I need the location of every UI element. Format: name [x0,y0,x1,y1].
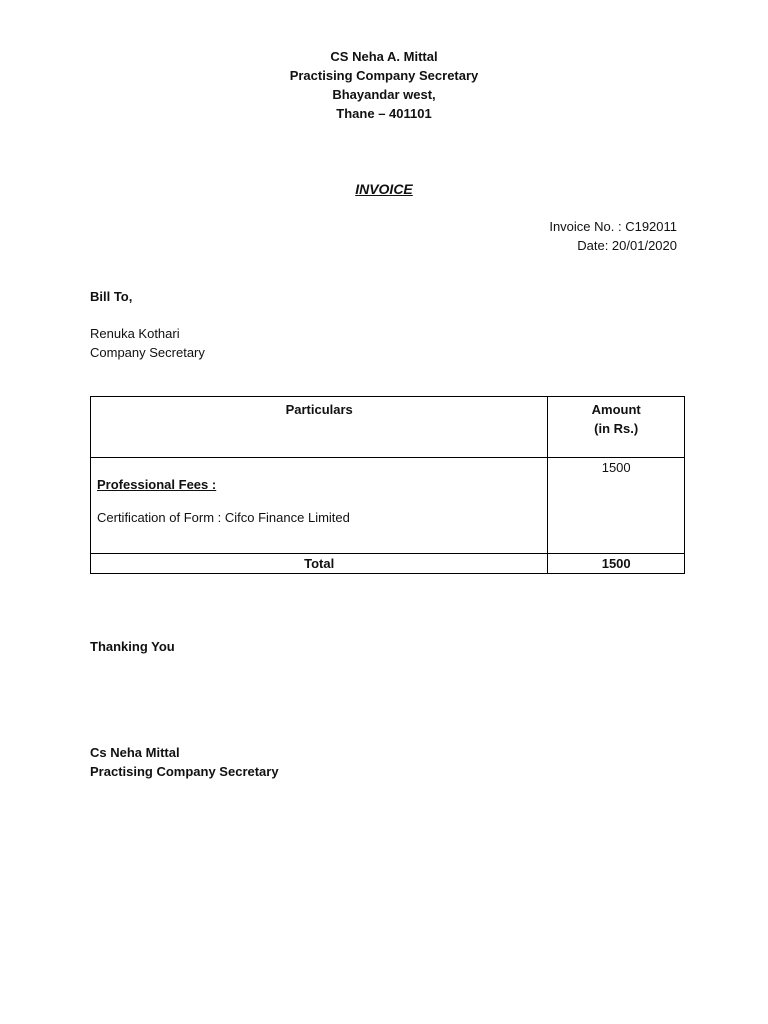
total-amount-cell [548,554,685,574]
fees-description: Certification of Form : Cifco Finance Limited [97,510,350,525]
document-title: INVOICE [355,181,413,197]
issuer-designation: Practising Company Secretary [289,68,479,83]
total-label-cell [91,554,548,574]
invoice-meta [549,217,677,255]
amount-cell [548,458,685,554]
recipient-name: Renuka Kothari [90,326,180,341]
signatory-name: Cs Neha Mittal [90,745,180,760]
fees-amount: 1500 [601,460,631,475]
amount-header-line1: Amount [591,402,641,417]
particulars-cell [91,458,548,554]
table-row [91,458,685,554]
total-amount: 1500 [601,556,631,571]
amount-header [548,397,685,458]
closing-text: Thanking You [90,639,175,654]
invoice-date: Date: 20/01/2020 [577,238,677,253]
issuer-name: CS Neha A. Mittal [330,49,438,64]
invoice-number: Invoice No. : C192011 [549,219,677,234]
amount-header-line2: (in Rs.) [594,421,639,436]
total-label: Total [304,556,335,571]
particulars-header [91,397,548,458]
table-header-row [91,397,685,458]
invoice-table [90,396,685,574]
recipient-designation: Company Secretary [90,345,205,360]
signature-block [90,743,279,781]
recipient-block [90,324,205,362]
issuer-address-line2: Thane – 401101 [336,106,432,121]
signatory-designation: Practising Company Secretary [90,764,279,779]
fees-label: Professional Fees : [97,477,217,492]
letterhead [0,47,768,123]
total-row [91,554,685,574]
particulars-header-label: Particulars [285,402,353,417]
issuer-address-line1: Bhayandar west, [332,87,436,102]
bill-to-label: Bill To, [90,289,133,304]
